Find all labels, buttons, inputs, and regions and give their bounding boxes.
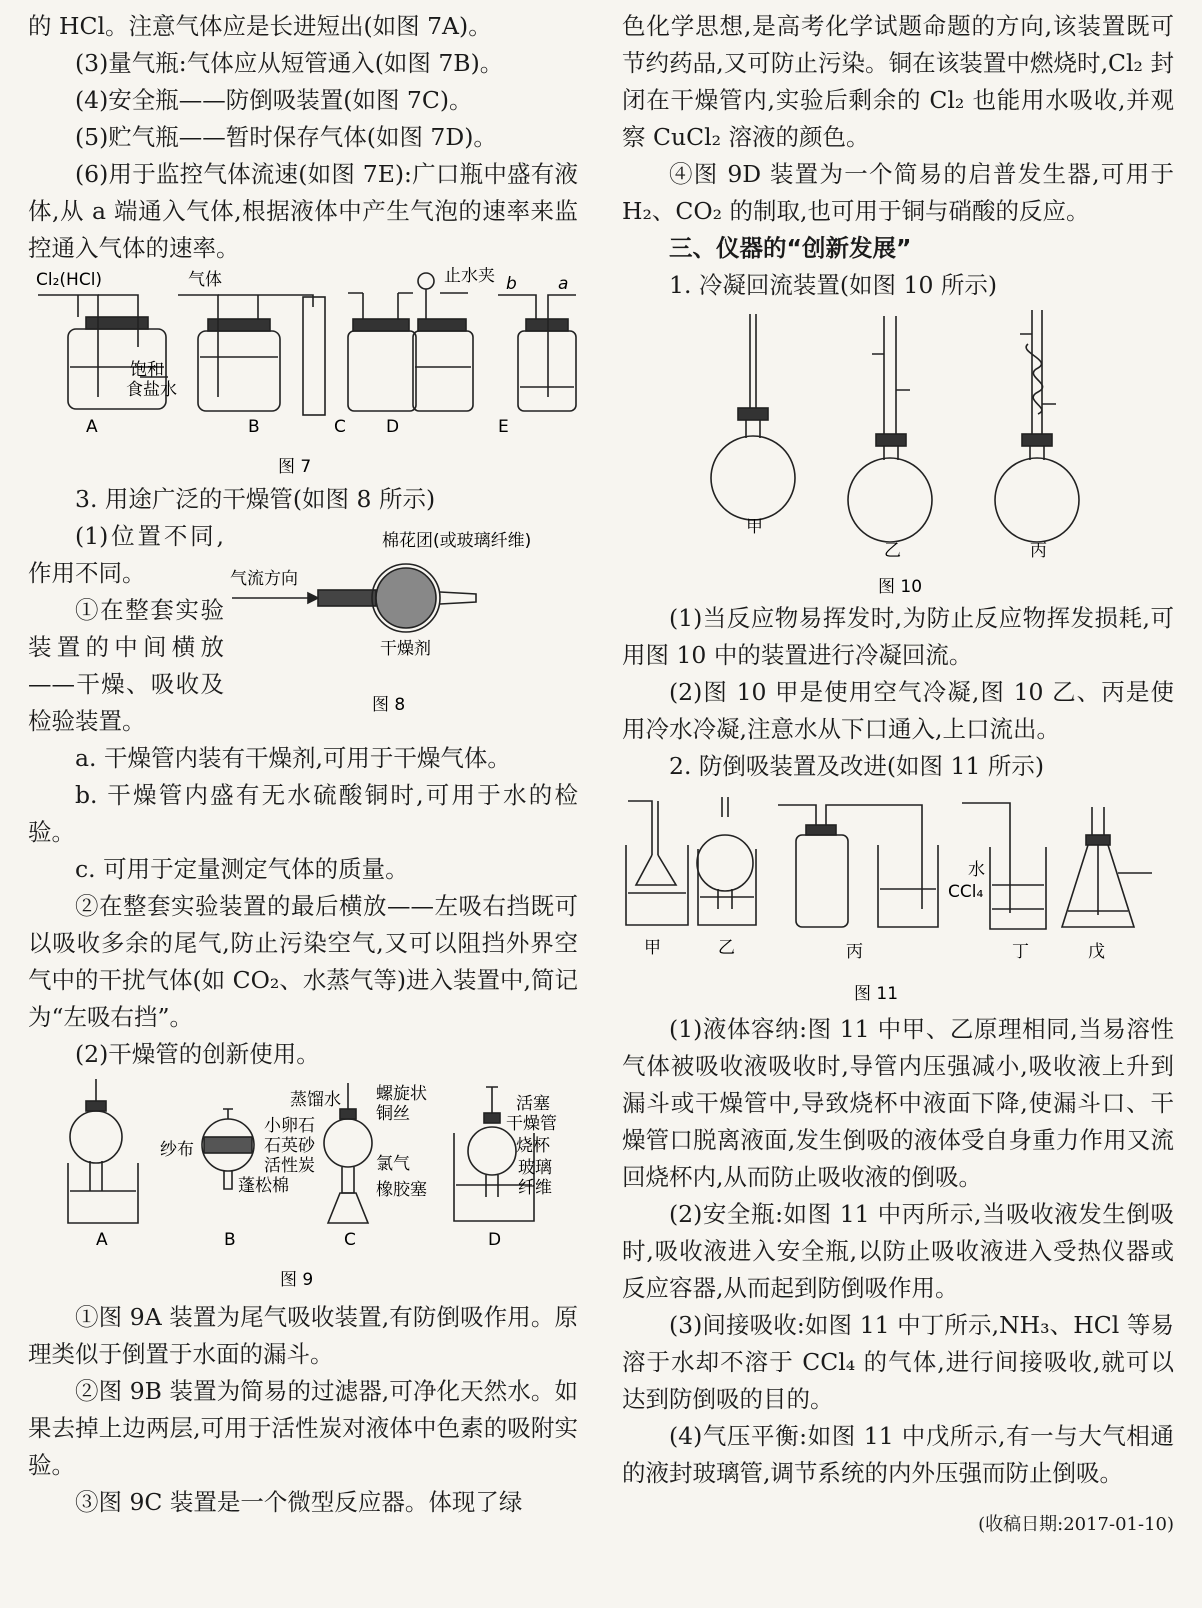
right-p5: (1)液体容纳:图 11 中甲、乙原理相同,当易溶性气体被吸收液吸收时,导管内压强减小,吸收液上升到漏斗或干燥管中,导致烧杯中液面下降,使漏斗口、干燥管口脱离液面,发生倒吸的液体受自身重力作用又流回烧杯内,从而防止吸收液的倒吸。 [622,1015,1174,1191]
right-p7: (3)间接吸收:如图 11 中丁所示,NH₃、HCl 等易溶于水却不溶于 CCl₄ 的气体,进行间接吸收,就可以达到防倒吸的目的。 [622,1311,1174,1413]
fig9-label-water: 蒸馏水 [290,1090,341,1110]
fig11-letter-yi: 乙 [718,938,735,958]
fig9-label-beaker: 烧杯 [516,1136,550,1156]
fig11-label-ccl4: CCl₄ [948,882,984,902]
fig9-label-quartz: 石英砂 [264,1136,315,1156]
fig11-letter-jia: 甲 [644,938,661,958]
fig7-label-cl2: Cl₂(HCl) [36,270,103,290]
left-p6: ②在整套实验装置的最后横放——左吸右挡既可以吸收多余的尾气,防止污染空气,又可以阻挡外界空气中的干扰气体(如 CO₂、水蒸气等)进入装置中,简记为“左吸右挡”。 [28,892,578,1031]
figure-8-drawing [226,518,578,740]
left-p1: 的 HCl。注意气体应是长进短出(如图 7A)。 [28,12,492,40]
left-p7: (2)干燥管的创新使用。 [75,1040,320,1068]
fig10-letter-bing: 丙 [1030,541,1047,561]
section-3-heading: 三、仪器的“创新发展” [669,234,912,262]
fig9-label-carbon: 活性炭 [264,1156,315,1176]
fig7-letter-a: A [86,417,98,437]
fig9-label-pebble: 小卵石 [264,1116,315,1136]
fig7-label-a: a [558,274,569,294]
fig9-label-chlorine: 氯气 [376,1154,410,1174]
fig10-letter-jia: 甲 [746,517,763,537]
left-c: c. 可用于定量测定气体的质量。 [75,855,409,883]
fig9-label-copper: 铜丝 [376,1104,410,1124]
fig7-label-saturated: 饱和 [130,360,164,380]
right-p4: (2)图 10 甲是使用空气冷凝,图 10 乙、丙是使用冷水冷凝,注意水从下口通入,上口流出。 [622,678,1174,743]
fig11-caption: 图 11 [854,984,899,1004]
fig8-caption: 图 8 [372,695,406,715]
right-s2: 2. 防倒吸装置及改进(如图 11 所示) [669,752,1045,780]
right-p2: ④图 9D 装置为一个简易的启普发生器,可用于 H₂、CO₂ 的制取,也可用于铜与硝酸的反应。 [622,160,1174,225]
fig7-letter-e: E [498,417,509,437]
fig7-label-clamp: 止水夹 [444,267,495,286]
fig7-caption: 图 7 [278,457,312,477]
fig11-label-water: 水 [968,860,985,880]
fig9-label-fiber: 纤维 [518,1178,552,1198]
fig9-letter-c: C [344,1230,356,1250]
fig11-letter-wu: 戊 [1088,942,1105,962]
fig7-letter-c: C [334,417,346,437]
left-p10: ③图 9C 装置是一个微型反应器。体现了绿 [75,1488,523,1516]
fig7-label-gas: 气体 [188,270,222,290]
figure-11-drawing [622,785,1174,1011]
left-p3: (4)安全瓶——防倒吸装置(如图 7C)。 [75,86,473,114]
right-p1: 色化学思想,是高考化学试题命题的方向,该装置既可节约药品,又可防止污染。铜在该装置中燃烧时,Cl₂ 封闭在干燥管内,实验后剩余的 Cl₂ 也能用水吸收,并观察 CuCl₂ 溶液的颜色。 [622,12,1174,151]
fig8-label-desiccant: 干燥剂 [380,639,431,659]
fig9-label-stopper: 橡胶塞 [376,1180,427,1200]
fig9-caption: 图 9 [280,1270,314,1290]
left-b: b. 干燥管内盛有无水硫酸铜时,可用于水的检验。 [28,781,578,846]
s3-title: 3. 用途广泛的干燥管(如图 8 所示) [75,485,436,513]
fig8-label-flow: 气流方向 [230,569,298,589]
left-p9: ②图 9B 装置为简易的过滤器,可净化天然水。如果去掉上边两层,可用于活性炭对液体中色素的吸附实验。 [28,1377,578,1479]
left-p4: (5)贮气瓶——暂时保存气体(如图 7D)。 [75,123,497,151]
fig9-label-cotton: 蓬松棉 [238,1176,289,1196]
fig9-letter-d: D [488,1230,502,1250]
fig11-letter-bing: 丙 [846,942,863,962]
right-p6: (2)安全瓶:如图 11 中丙所示,当吸收液发生倒吸时,吸收液进入安全瓶,以防止吸收液进入受热仪器或反应容器,从而起到防倒吸作用。 [622,1200,1174,1302]
fig7-label-b: b [506,274,517,294]
left-a: a. 干燥管内装有干燥剂,可用于干燥气体。 [75,744,511,772]
fig7-letter-d: D [386,417,400,437]
left-p8: ①图 9A 装置为尾气吸收装置,有防倒吸作用。原理类似于倒置于水面的漏斗。 [28,1303,578,1368]
figure-7 [28,267,578,481]
figure-11 [622,785,1174,1011]
figure-10 [622,304,1174,600]
fig10-caption: 图 10 [878,577,923,597]
right-column [622,8,1174,1554]
fig9-letter-a: A [96,1230,108,1250]
right-p3: (1)当反应物易挥发时,为防止反应物挥发损耗,可用图 10 中的装置进行冷凝回流。 [622,604,1174,669]
figure-9 [28,1073,578,1299]
fig10-letter-yi: 乙 [884,541,901,561]
fig9-label-glass: 玻璃 [518,1158,552,1178]
s3-p1: (1)位置不同,作用不同。 [28,522,224,587]
figure-8 [226,518,578,740]
fig9-label-drying-tube: 干燥管 [506,1114,557,1134]
fig9-letter-b: B [224,1230,236,1250]
fig11-letter-ding: 丁 [1012,942,1029,962]
left-p2: (3)量气瓶:气体应从短管通入(如图 7B)。 [75,49,504,77]
fig9-label-spiral: 螺旋状 [376,1084,427,1104]
fig9-label-gauze: 纱布 [160,1140,194,1160]
received-date: (收稿日期:2017-01-10) [978,1514,1174,1535]
right-s1: 1. 冷凝回流装置(如图 10 所示) [669,271,998,299]
figure-7-drawing [28,267,578,481]
figure-10-drawing [622,304,1174,600]
fig9-label-valve: 活塞 [516,1094,550,1114]
fig8-block [28,518,578,740]
left-p5: (6)用于监控气体流速(如图 7E):广口瓶中盛有液体,从 a 端通入气体,根据液体中产生气泡的速率来监控通入气体的速率。 [28,160,578,262]
left-column [28,8,578,1521]
right-p8: (4)气压平衡:如图 11 中戊所示,有一与大气相通的液封玻璃管,调节系统的内外压强而防止倒吸。 [622,1422,1174,1487]
s3-p2: ①在整套实验装置的中间横放——干燥、吸收及检验装置。 [28,596,224,735]
fig8-label-cotton: 棉花团(或玻璃纤维) [382,531,532,551]
fig7-letter-b: B [248,417,260,437]
fig7-label-brine: 食盐水 [126,380,177,400]
figure-9-drawing [28,1073,578,1299]
